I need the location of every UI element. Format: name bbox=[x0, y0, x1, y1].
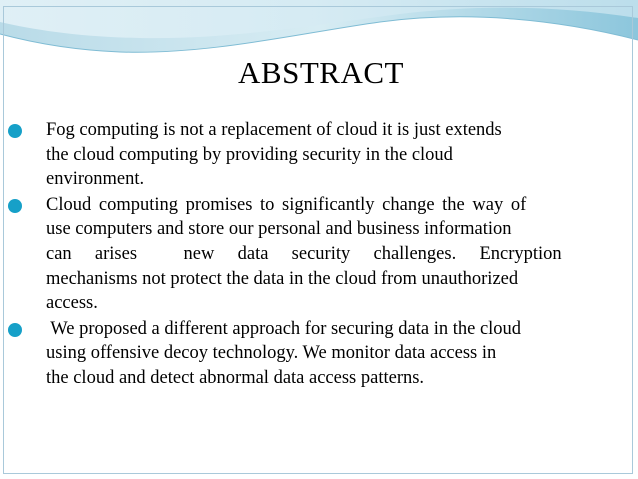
bullet-text bbox=[46, 193, 604, 316]
bullet-text bbox=[46, 317, 604, 391]
bullet-icon bbox=[8, 199, 22, 213]
bullet-item-approach bbox=[8, 317, 604, 391]
bullet-icon bbox=[8, 124, 22, 138]
bullet-line: can arises new data security challenges. Encryption bbox=[46, 243, 562, 264]
bullet-line: Fog computing is not a replacement of cloud it is just extends bbox=[46, 120, 502, 140]
bullet-line: mechanisms not protect the data in the cloud from unauthorized bbox=[46, 268, 519, 289]
bullet-line: the cloud and detect abnormal data access patterns. bbox=[46, 367, 425, 388]
bullet-text bbox=[46, 118, 604, 192]
bullet-item-fog bbox=[8, 118, 604, 192]
bullet-item-cloud bbox=[8, 193, 604, 316]
slide-title: ABSTRACT bbox=[238, 55, 404, 90]
bullet-line: the cloud computing by providing security in the cloud bbox=[46, 144, 453, 165]
bullet-line: use computers and store our personal and business information bbox=[46, 219, 512, 240]
bullet-line: We proposed a different approach for securing data in the cloud bbox=[46, 318, 522, 339]
bullet-icon bbox=[8, 323, 22, 337]
bullet-line: using offensive decoy technology. We monitor data access in bbox=[46, 343, 497, 364]
bullet-list bbox=[8, 118, 604, 392]
bullet-line: access. bbox=[46, 293, 98, 314]
bullet-line: Cloud computing promises to significantly change the way of bbox=[46, 194, 527, 215]
bullet-line: environment. bbox=[46, 169, 145, 190]
